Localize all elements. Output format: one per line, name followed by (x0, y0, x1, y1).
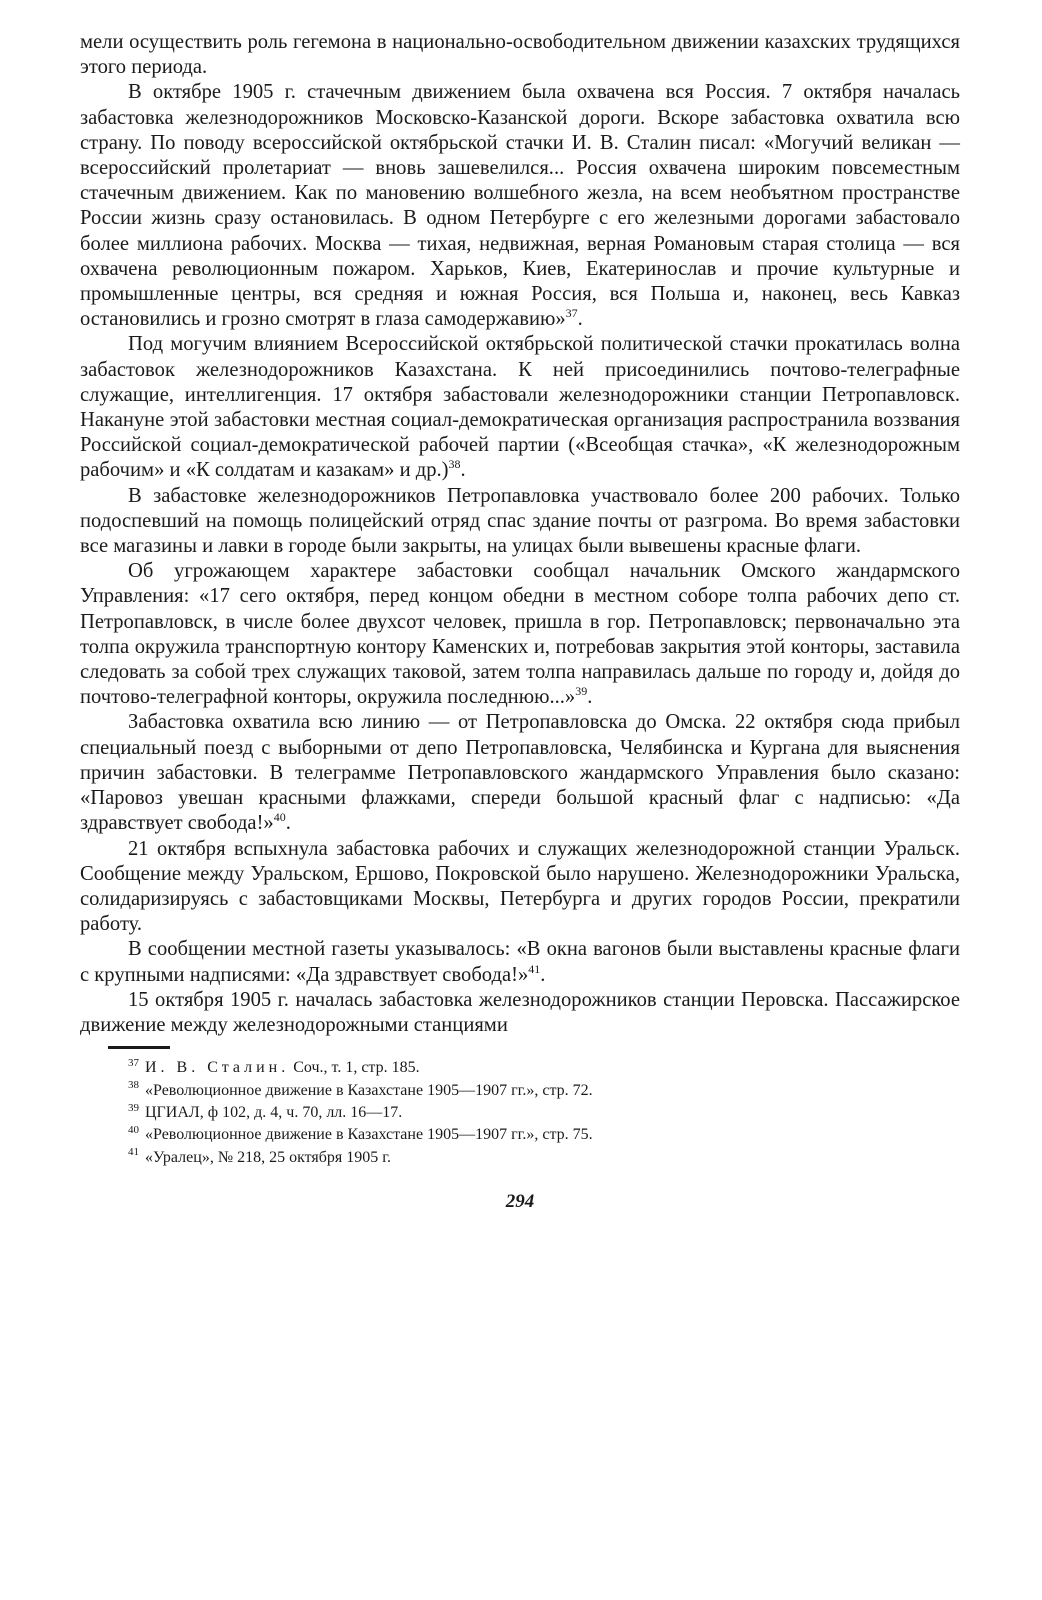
footnotes (128, 1057, 960, 1169)
footnote-ref[interactable]: 38 (448, 457, 461, 472)
paragraph-text: В сообщении местной газеты указывалось: «В окна вагонов были выставлены красные флаги с крупными надписями: «Да здравствует свобода!» (80, 938, 960, 986)
footnote-number: 39 (128, 1101, 139, 1114)
footnote-number: 38 (128, 1079, 139, 1092)
body-text (80, 30, 960, 1038)
paragraph-tail: . (460, 459, 466, 482)
paragraph-text: мели осуществить роль гегемона в национально-освободительном движении казахских трудящихся этого периода. (80, 31, 960, 79)
footnote-ref[interactable]: 40 (273, 810, 286, 825)
paragraph (80, 988, 960, 1038)
paragraph (80, 332, 960, 483)
footnote-number: 40 (128, 1124, 139, 1137)
footnote-text: «Уралец», № 218, 25 октября 1905 г. (145, 1148, 392, 1166)
paragraph-text: В забастовке железнодорожников Петропавловка участвовало более 200 рабочих. Только подоспевший на помощь полицейский отряд спас здание почты от разгрома. Во время забастовки все магазины и лавки в городе были закрыты, на улицах были вывешены красные флаги. (80, 484, 960, 558)
paragraph-text: Об угрожающем характере забастовки сообщал начальник Омского жандармского Управления: «17 сего октября, перед концом обедни в местном соборе толпа рабочих депо ст. Петропавловск, в числе более двухсот человек, пришла в гор. Петропавловск; первоначально эта толпа окружила транспортную контору Каменских и, потребовав закрытия этой конторы, заставила следовать за собой трех служащих таковой, затем толпа направилась дальше по городу и, дойдя до почтово-телеграфной конторы, окружила последнюю...» (80, 560, 960, 709)
footnote-ref[interactable]: 39 (575, 684, 588, 699)
paragraph (80, 837, 960, 938)
paragraph (80, 937, 960, 987)
footnote-text: ЦГИАЛ, ф 102, д. 4, ч. 70, лл. 16—17. (145, 1103, 403, 1121)
footnote-item (128, 1124, 960, 1146)
paragraph-tail: . (577, 308, 583, 331)
paragraph (80, 484, 960, 560)
paragraph (80, 80, 960, 332)
footnote-number: 37 (128, 1056, 139, 1069)
footnote-text: «Революционное движение в Казахстане 1905—1907 гг.», стр. 72. (145, 1081, 593, 1099)
paragraph (80, 710, 960, 836)
footnote-text: Соч., т. 1, стр. 185. (289, 1059, 420, 1077)
page-number: 294 (505, 1191, 535, 1213)
footnote-ref[interactable]: 41 (528, 961, 541, 976)
paragraph (80, 559, 960, 710)
paragraph-tail: . (587, 686, 593, 709)
footnote-item (128, 1102, 960, 1124)
paragraph-text: Под могучим влиянием Всероссийской октябрьской политической стачки прокатилась волна забастовок железнодорожников Казахстана. К ней присоединились почтово-телеграфные служащие, интеллигенция. 17 октября забастовали железнодорожники станции Петропавловск. Накануне этой забастовки местная социал-демократическая организация распространила воззвания Российской социал-демократической рабочей партии («Всеобщая стачка», «К железнодорожным рабочим» и «К солдатам и казакам» и др.) (80, 333, 960, 482)
footnote-number: 41 (128, 1146, 139, 1159)
paragraph-text: Забастовка охватила всю линию — от Петропавловска до Омска. 22 октября сюда прибыл специальный поезд с выборными от депо Петропавловска, Челябинска и Кургана для выяснения причин забастовки. В телеграмме Петропавловского жандармского Управления было сказано: «Паровоз увешан красными флажками, спереди большой красный флаг с надписью: «Да здравствует свобода!» (80, 711, 960, 835)
paragraph-tail: . (540, 963, 546, 986)
paragraph (80, 30, 960, 80)
footnote-item (128, 1147, 960, 1169)
footnote-author: И. В. Сталин. (145, 1059, 290, 1077)
footnote-item (128, 1057, 960, 1079)
paragraph-text: В октябре 1905 г. стачечным движением была охвачена вся Россия. 7 октября началась забастовка железнодорожников Московско-Казанской дороги. Вскоре забастовка охватила всю страну. По поводу всероссийской октябрьской стачки И. В. Сталин писал: «Могучий великан — всероссийский пролетариат — вновь зашевелился... Россия охвачена широким повсеместным стачечным движением. Как по мановению волшебного жезла, на всем необъятном пространстве России жизнь сразу остановилась. В одном Петербурге с его железными дорогами забастовало более миллиона рабочих. Москва — тихая, недвижная, верная Романовым старая столица — вся охвачена революционным пожаром. Харьков, Киев, Екатеринослав и прочие культурные и промышленные центры, вся средняя и южная Россия, вся Польша и, наконец, весь Кавказ остановились и грозно смотрят в глаза самодержавию» (80, 81, 960, 331)
page (80, 30, 960, 1213)
footnote-ref[interactable]: 37 (565, 306, 578, 321)
footnote-text: «Революционное движение в Казахстане 1905—1907 гг.», стр. 75. (145, 1126, 593, 1144)
footnote-item (128, 1080, 960, 1102)
footnote-separator (108, 1046, 170, 1049)
paragraph-text: 15 октября 1905 г. началась забастовка железнодорожников станции Перовска. Пассажирское движение между железнодорожными станциями (80, 988, 960, 1036)
paragraph-text: 21 октября вспыхнула забастовка рабочих и служащих железнодорожной станции Уральск. Сообщение между Уральском, Ершово, Покровской было нарушено. Железнодорожники Уральска, солидаризируясь с забастовщиками Москвы, Петербурга и других городов России, прекратили работу. (80, 837, 960, 936)
paragraph-tail: . (285, 812, 291, 835)
